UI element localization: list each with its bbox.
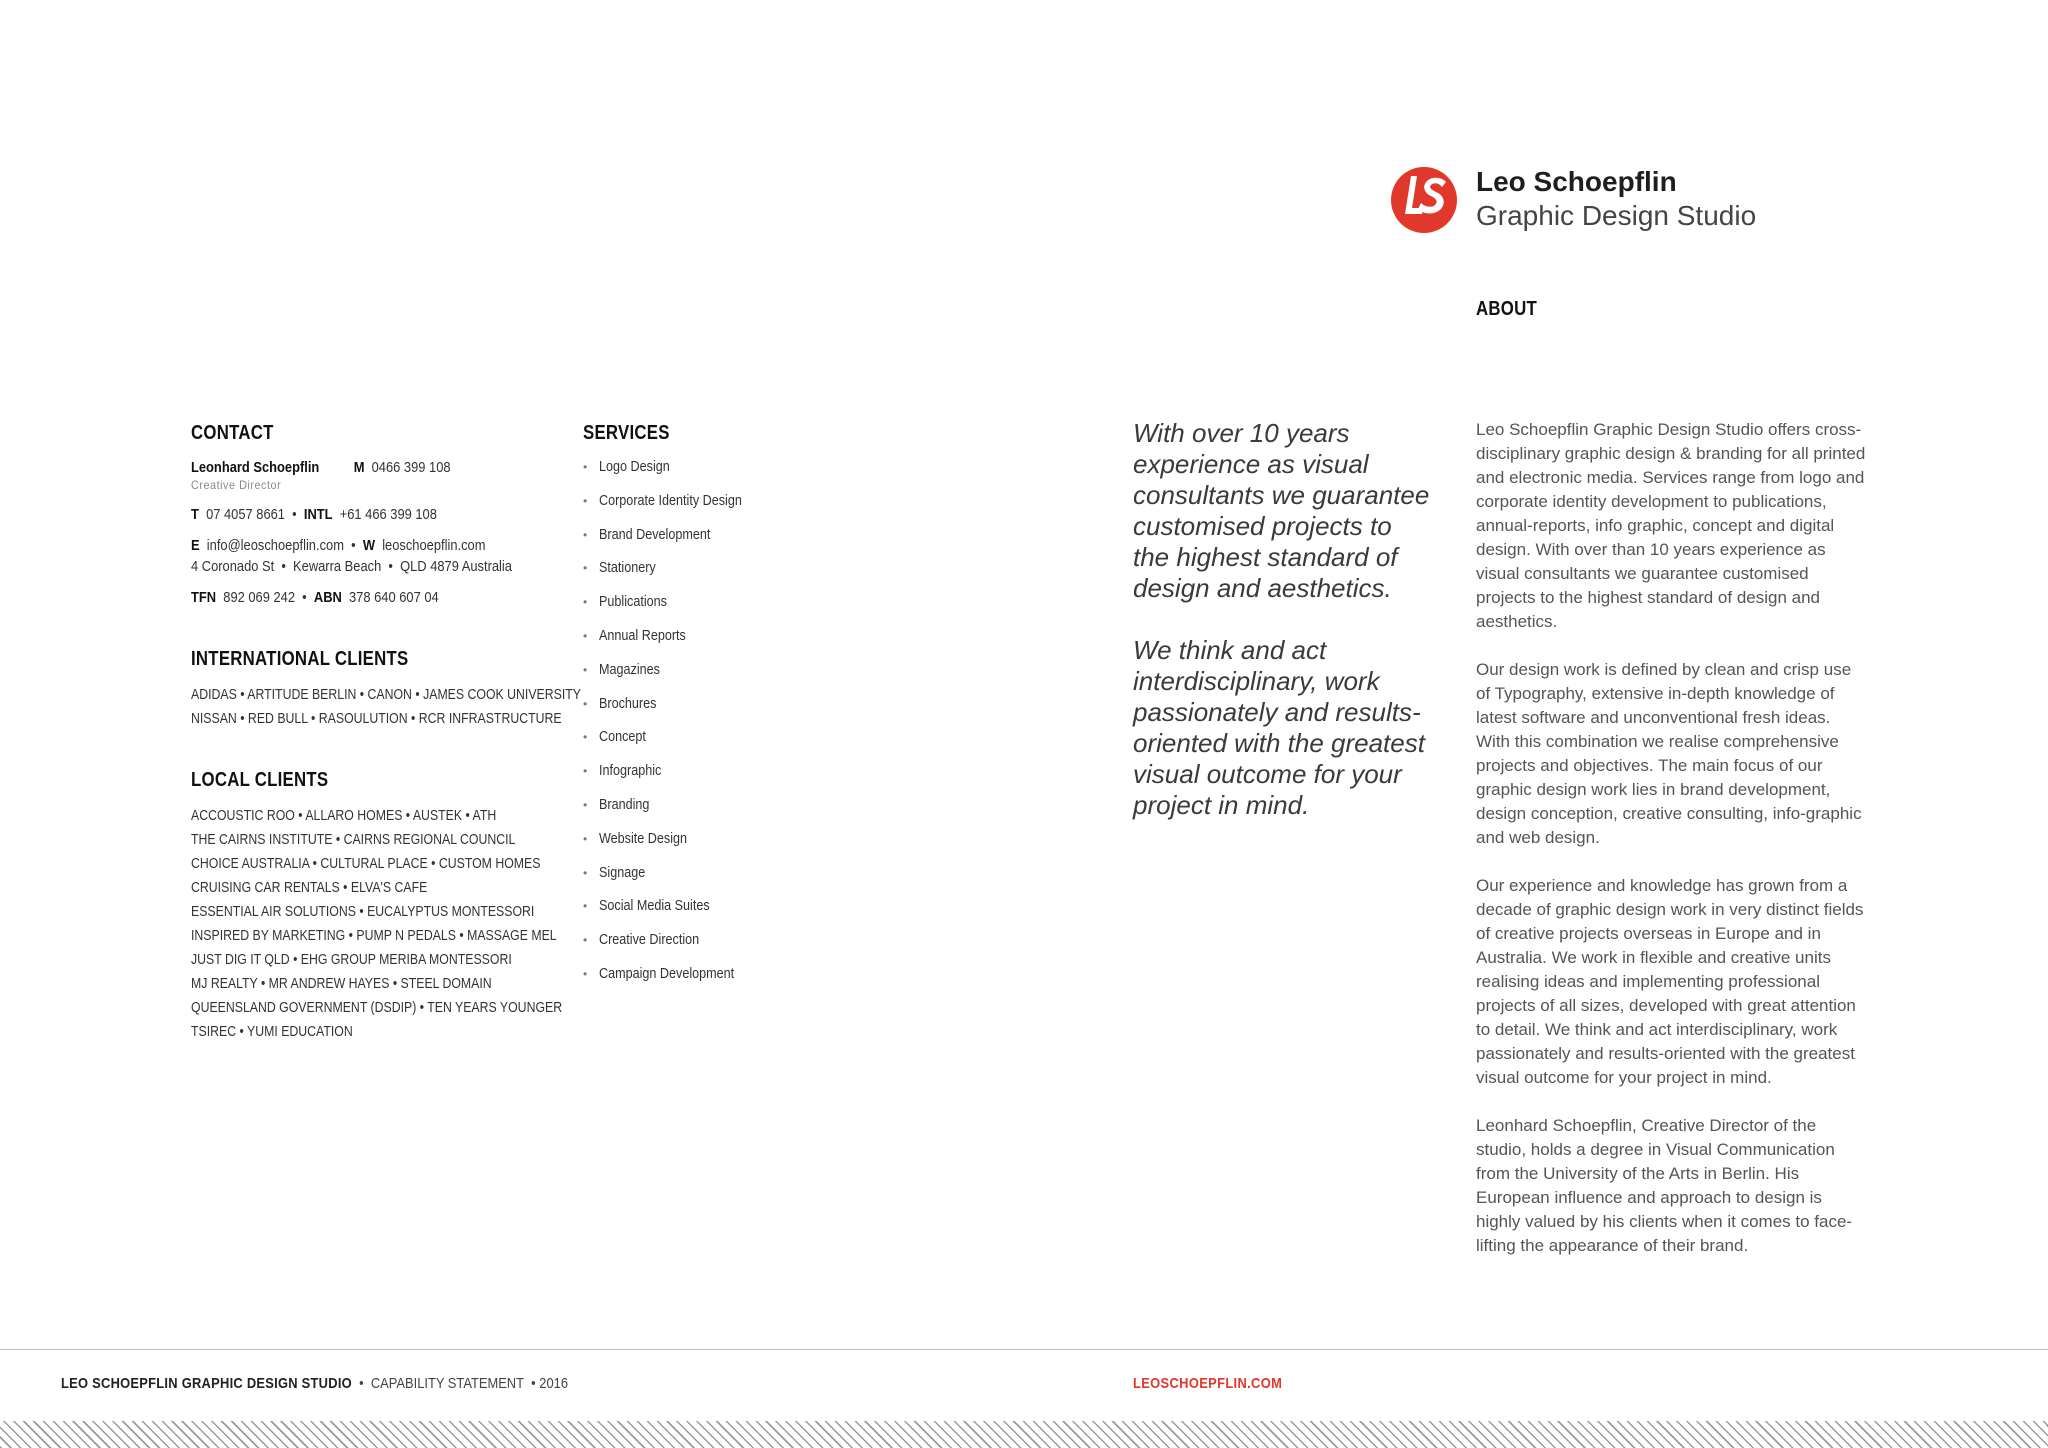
footer-year: 2016	[539, 1375, 568, 1392]
web-link[interactable]: leoschoepflin.com	[382, 537, 486, 554]
service-item	[583, 727, 883, 761]
client-line: CHOICE AUSTRALIA • CULTURAL PLACE • CUSTOM HOMES	[191, 855, 541, 872]
bullet-icon: •	[583, 831, 588, 846]
ls-logo-icon	[1388, 164, 1460, 236]
separator: •	[292, 506, 297, 523]
client-line: QUEENSLAND GOVERNMENT (DSDIP) • TEN YEARS YOUNGER	[191, 999, 563, 1016]
service-item	[583, 964, 883, 998]
service-item	[583, 795, 883, 829]
service-label: Campaign Development	[599, 964, 735, 982]
bullet-icon: •	[583, 628, 588, 643]
service-label: Infographic	[599, 762, 662, 780]
bullet-icon: •	[583, 460, 588, 474]
intl-label: INTL	[303, 506, 333, 523]
bullet-icon: •	[583, 865, 588, 880]
tfn-number: 892 069 242	[223, 589, 296, 606]
service-item	[583, 896, 883, 930]
client-line: ACCOUSTIC ROO • ALLARO HOMES • AUSTEK • ATH	[191, 807, 497, 824]
service-item	[583, 761, 883, 795]
service-label: Brochures	[599, 694, 657, 712]
service-label: Logo Design	[599, 458, 670, 475]
footer-doc: CAPABILITY STATEMENT	[370, 1375, 525, 1392]
service-item	[583, 863, 883, 897]
service-label: Social Media Suites	[599, 897, 710, 915]
email-label: E	[191, 537, 200, 554]
client-line: ADIDAS • ARTITUDE BERLIN • CANON • JAMES COOK UNIVERSITY	[191, 686, 581, 703]
service-item	[583, 558, 883, 592]
tel-label: T	[191, 506, 199, 523]
separator: •	[531, 1375, 536, 1392]
bullet-icon: •	[583, 662, 588, 677]
client-line: JUST DIG IT QLD • EHG GROUP MERIBA MONTESSORI	[191, 951, 512, 968]
service-label: Corporate Identity Design	[599, 491, 742, 509]
mobile-number: 0466 399 108	[371, 459, 451, 476]
international-clients-heading: INTERNATIONAL CLIENTS	[191, 648, 409, 670]
phone-line	[191, 506, 501, 523]
service-item	[583, 660, 883, 694]
service-item	[583, 525, 883, 559]
footer-website-link[interactable]: LEOSCHOEPFLIN.COM	[1133, 1375, 1283, 1392]
quote-paragraph: With over 10 years experience as visual consultants we guarantee customised projects to the highest standard of design and aesthetics.	[1133, 418, 1430, 603]
footer-divider	[0, 1349, 2048, 1350]
footer-studio: LEO SCHOEPFLIN GRAPHIC DESIGN STUDIO	[61, 1375, 352, 1392]
services-heading: SERVICES	[583, 422, 670, 444]
service-item	[583, 694, 883, 728]
bullet-icon: •	[583, 764, 588, 779]
mobile-label: M	[353, 459, 365, 476]
international-clients-list	[191, 683, 581, 731]
web-label: W	[362, 537, 376, 554]
client-line: NISSAN • RED BULL • RASOULUTION • RCR INFRASTRUCTURE	[191, 710, 562, 727]
service-label: Annual Reports	[599, 626, 686, 644]
abn-number: 378 640 607 04	[349, 589, 439, 606]
service-label: Branding	[599, 795, 650, 813]
service-label: Website Design	[599, 829, 688, 847]
client-line: THE CAIRNS INSTITUTE • CAIRNS REGIONAL COUNCIL	[191, 831, 516, 848]
bullet-icon: •	[583, 797, 588, 812]
bullet-icon: •	[583, 966, 588, 981]
service-item	[583, 829, 883, 863]
service-label: Stationery	[599, 559, 656, 577]
service-label: Brand Development	[599, 525, 711, 543]
contact-role: Creative Director	[191, 478, 282, 492]
services-column	[583, 422, 883, 998]
bullet-icon: •	[583, 561, 588, 576]
service-item	[583, 491, 883, 525]
service-item	[583, 592, 883, 626]
email-link[interactable]: info@leoschoepflin.com	[206, 537, 344, 554]
bullet-icon: •	[583, 595, 588, 610]
tax-line	[191, 589, 501, 606]
tfn-label: TFN	[191, 589, 217, 606]
separator: •	[351, 537, 356, 554]
bullet-icon: •	[583, 899, 588, 914]
contact-heading: CONTACT	[191, 422, 274, 444]
about-body	[1476, 418, 1866, 1282]
bullet-icon: •	[583, 527, 588, 542]
service-label: Magazines	[599, 660, 660, 678]
about-paragraph: Our design work is defined by clean and crisp use of Typography, extensive in-depth knowledge of latest software and unconventional fresh ideas. With this combination we realise comprehensive projects and objectives. The main focus of our graphic design work lies in brand development, design conception, creative consulting, info-graphic and web design.	[1476, 660, 1862, 847]
about-paragraph: Leonhard Schoepflin, Creative Director of the studio, holds a degree in Visual Communication from the University of the Arts in Berlin. His European influence and approach to design is highly valued by his clients when it comes to face-lifting the appearance of their brand.	[1476, 1116, 1853, 1255]
client-line: ESSENTIAL AIR SOLUTIONS • EUCALYPTUS MONTESSORI	[191, 903, 535, 920]
address: 4 Coronado St • Kewarra Beach • QLD 4879 Australia	[191, 558, 512, 575]
abn-label: ABN	[313, 589, 342, 606]
tel-number: 07 4057 8661	[206, 506, 285, 523]
separator: •	[302, 589, 307, 606]
services-list	[583, 457, 883, 998]
client-line: MJ REALTY • MR ANDREW HAYES • STEEL DOMAIN	[191, 975, 492, 992]
client-line: CRUISING CAR RENTALS • ELVA'S CAFE	[191, 879, 428, 896]
service-label: Concept	[599, 728, 646, 746]
local-clients-list	[191, 804, 563, 1044]
service-label: Publications	[599, 593, 667, 611]
service-item	[583, 457, 883, 491]
email-web-line	[191, 537, 501, 554]
separator: •	[359, 1375, 364, 1392]
local-clients-heading: LOCAL CLIENTS	[191, 769, 329, 791]
hatch-pattern-strip	[0, 1421, 2048, 1448]
service-item	[583, 626, 883, 660]
service-label: Signage	[599, 863, 646, 881]
brand-name: Leo Schoepflin	[1476, 166, 1677, 197]
bullet-icon: •	[583, 730, 588, 745]
about-paragraph: Leo Schoepflin Graphic Design Studio offers cross-disciplinary graphic design & branding for all printed and electronic media. Services range from logo and corporate identity development to publications, annual-reports, info graphic, concept and digital design. With over than 10 years experience as visual consultants we guarantee customised projects to the highest standard of design and aesthetics.	[1476, 420, 1866, 631]
intl-number: +61 466 399 108	[339, 506, 437, 523]
client-line: TSIREC • YUMI EDUCATION	[191, 1023, 353, 1040]
bullet-icon: •	[583, 493, 588, 508]
contact-column	[191, 422, 581, 1044]
bullet-icon: •	[583, 696, 588, 711]
contact-name: Leonhard Schoepflin	[191, 459, 320, 476]
about-heading: ABOUT	[1476, 298, 1537, 320]
pull-quote	[1133, 418, 1433, 852]
client-line: INSPIRED BY MARKETING • PUMP N PEDALS • MASSAGE MEL	[191, 927, 557, 944]
contact-name-line	[191, 459, 501, 476]
brand-subtitle: Graphic Design Studio	[1476, 200, 1757, 231]
quote-paragraph: We think and act interdisciplinary, work passionately and results-oriented with the greatest visual outcome for your project in mind.	[1133, 635, 1425, 820]
bullet-icon: •	[583, 933, 588, 948]
service-label: Creative Direction	[599, 931, 700, 949]
about-paragraph: Our experience and knowledge has grown from a decade of graphic design work in very distinct fields of creative projects overseas in Europe and in Australia. We work in flexible and creative units realising ideas and implementing professional projects of all sizes, developed with great attention to detail. We think and act interdisciplinary, work passionately and results-oriented with the greatest visual outcome for your project in mind.	[1476, 876, 1864, 1087]
service-item	[583, 930, 883, 964]
footer-info	[61, 1375, 568, 1392]
